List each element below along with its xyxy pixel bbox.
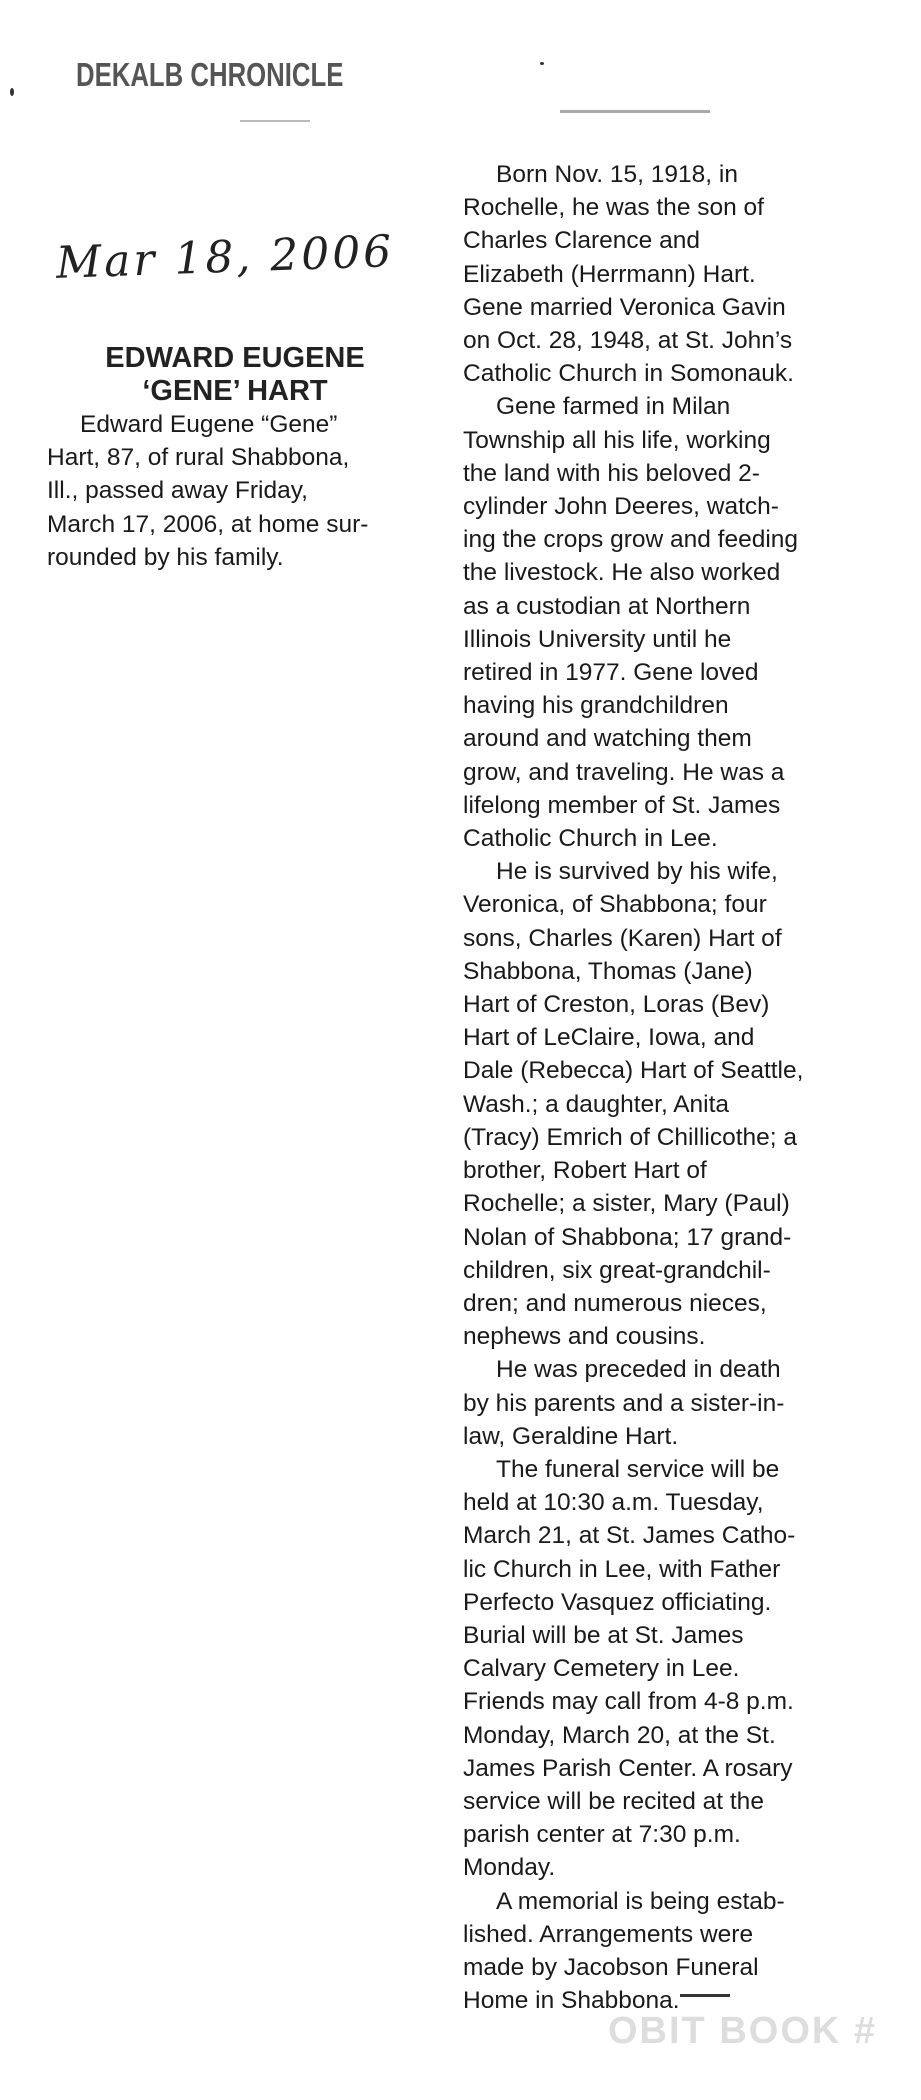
headline-line: ‘GENE’ HART [142, 375, 328, 407]
body-line: sons, Charles (Karen) Hart of [463, 924, 782, 952]
body-line: He is survived by his wife, [496, 858, 778, 886]
lead-line: Edward Eugene “Gene” [80, 411, 338, 438]
body-line: Dale (Rebecca) Hart of Seattle, [463, 1057, 804, 1085]
body-line: retired in 1977. Gene loved [463, 659, 759, 687]
body-line: Friends may call from 4-8 p.m. [463, 1688, 794, 1716]
lead-line: March 17, 2006, at home sur- [47, 510, 369, 538]
body-line: Monday. [463, 1854, 556, 1882]
body-line: He was preceded in death [496, 1356, 781, 1384]
body-line: parish center at 7:30 p.m. [463, 1821, 741, 1849]
lead-line: Hart, 87, of rural Shabbona, [47, 444, 350, 472]
body-line: Home in Shabbona. [463, 1987, 680, 2015]
obituary-headline [30, 342, 440, 408]
body-line: brother, Robert Hart of [463, 1157, 707, 1185]
body-line: the livestock. He also worked [463, 559, 781, 587]
body-line: The funeral service will be [496, 1455, 780, 1483]
body-line: Calvary Cemetery in Lee. [463, 1655, 740, 1683]
body-line: Elizabeth (Herrmann) Hart. [463, 260, 756, 288]
body-line: Hart of Creston, Loras (Bev) [463, 991, 770, 1019]
body-line: on Oct. 28, 1948, at St. John’s [463, 327, 793, 355]
body-line: by his parents and a sister-in- [463, 1389, 785, 1417]
body-line: Monday, March 20, at the St. [463, 1721, 776, 1749]
headline-line: EDWARD EUGENE [105, 342, 365, 374]
body-line: Hart of LeClaire, Iowa, and [463, 1024, 755, 1052]
body-line: Rochelle, he was the son of [463, 194, 764, 222]
body-line: Charles Clarence and [463, 227, 700, 255]
body-line: A memorial is being estab- [496, 1887, 785, 1915]
body-line: Veronica, of Shabbona; four [463, 891, 767, 919]
body-line: cylinder John Deeres, watch- [463, 493, 779, 521]
body-line: Shabbona, Thomas (Jane) [463, 957, 753, 985]
body-line: Wash.; a daughter, Anita [463, 1090, 730, 1118]
body-line: Born Nov. 15, 1918, in [496, 161, 738, 188]
handwritten-date: Mar 18, 2006 [55, 226, 396, 289]
body-line: service will be recited at the [463, 1787, 764, 1815]
obituary-body [463, 158, 803, 2017]
body-line: March 21, at St. James Catho- [463, 1522, 796, 1550]
body-line: (Tracy) Emrich of Chillicothe; a [463, 1123, 798, 1151]
lead-line: rounded by his family. [47, 543, 284, 571]
body-line: James Parish Center. A rosary [463, 1754, 793, 1782]
body-line: the land with his beloved 2- [463, 459, 760, 487]
obit-book-stamp: OBIT BOOK # [608, 2010, 878, 2052]
scan-speck [540, 62, 544, 65]
body-line: children, six great-grandchil- [463, 1256, 771, 1284]
body-line: Gene farmed in Milan [496, 393, 731, 421]
body-line: Catholic Church in Somonauk. [463, 360, 794, 388]
body-line: Illinois University until he [463, 625, 732, 653]
body-line: Nolan of Shabbona; 17 grand- [463, 1223, 792, 1251]
body-line: made by Jacobson Funeral [463, 1953, 759, 1981]
scan-speck [560, 110, 710, 113]
body-line: Catholic Church in Lee. [463, 825, 718, 853]
body-line: law, Geraldine Hart. [463, 1422, 679, 1450]
scan-speck [240, 120, 310, 122]
body-line: Gene married Veronica Gavin [463, 293, 786, 321]
body-line: lic Church in Lee, with Father [463, 1555, 781, 1583]
body-line: Township all his life, working [463, 426, 771, 454]
body-line: dren; and numerous nieces, [463, 1289, 767, 1317]
body-line: having his grandchildren [463, 692, 729, 720]
body-line: held at 10:30 a.m. Tuesday, [463, 1489, 764, 1517]
body-line: around and watching them [463, 725, 752, 753]
body-line: as a custodian at Northern [463, 592, 751, 620]
body-line: lifelong member of St. James [463, 791, 781, 819]
scan-speck [10, 88, 14, 96]
body-line: Burial will be at St. James [463, 1621, 744, 1649]
lead-line: Ill., passed away Friday, [47, 477, 308, 505]
body-line: Perfecto Vasquez officiating. [463, 1588, 772, 1616]
scan-speck [680, 1994, 730, 1997]
body-line: lished. Arrangements were [463, 1920, 754, 1948]
body-line: ing the crops grow and feeding [463, 526, 799, 554]
newspaper-masthead: DEKALB CHRONICLE [76, 56, 344, 93]
body-line: Rochelle; a sister, Mary (Paul) [463, 1190, 790, 1218]
lead-paragraph [47, 408, 368, 574]
body-line: nephews and cousins. [463, 1323, 706, 1351]
body-line: grow, and traveling. He was a [463, 758, 785, 786]
